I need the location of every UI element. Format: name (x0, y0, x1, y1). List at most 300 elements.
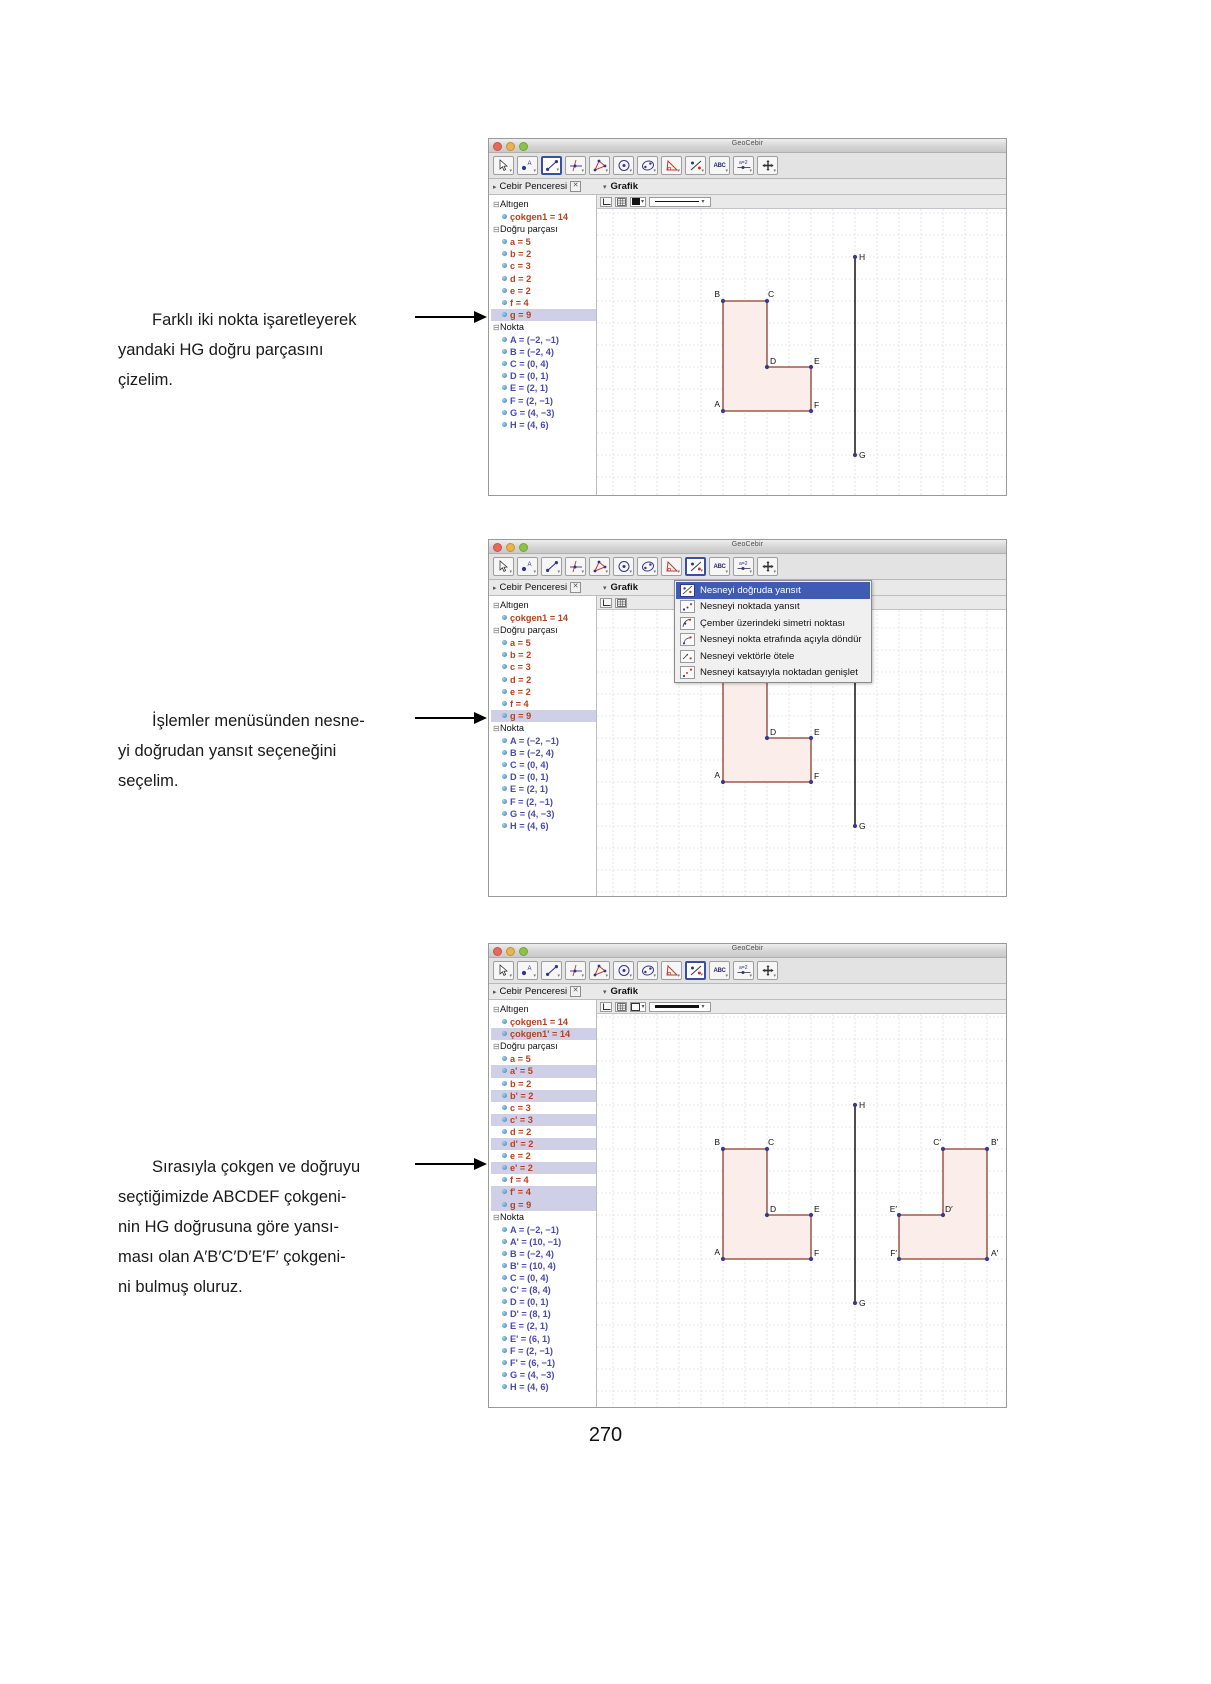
algebra-item[interactable] (491, 1126, 596, 1138)
move-tool[interactable] (493, 156, 514, 175)
reflect-tool-menu[interactable] (674, 580, 872, 683)
algebra-item-label: f = 4 (510, 297, 529, 308)
svg-text:F: F (814, 771, 820, 781)
menu-item-4[interactable] (676, 648, 870, 665)
algebra-item-label: F = (2, −1) (510, 395, 553, 406)
algebra-group-title: Altıgen (500, 600, 529, 610)
visibility-toggle-icon[interactable] (502, 300, 507, 305)
perpendicular-tool[interactable] (565, 961, 586, 980)
move-view-tool[interactable] (757, 961, 778, 980)
algebra-item[interactable] (491, 661, 596, 673)
algebra-item[interactable] (491, 1369, 596, 1381)
visibility-toggle-icon[interactable] (502, 664, 507, 669)
reflect-tool[interactable] (685, 961, 706, 980)
tool-caret-icon: ▾ (533, 168, 536, 174)
line-tool[interactable] (541, 961, 562, 980)
text-tool[interactable] (709, 961, 730, 980)
tool-caret-icon: ▾ (605, 168, 608, 174)
window-title: GeoCebir (731, 945, 764, 952)
algebra-group-header[interactable] (491, 1040, 596, 1053)
visibility-toggle-icon[interactable] (502, 1287, 507, 1292)
visibility-toggle-icon[interactable] (502, 1165, 507, 1170)
collapse-icon[interactable]: ⊟ (493, 601, 500, 610)
point-tool[interactable] (517, 156, 538, 175)
algebra-item-label: A = (−2, −1) (510, 335, 559, 346)
algebra-item[interactable] (491, 1102, 596, 1114)
visibility-toggle-icon[interactable] (502, 1153, 507, 1158)
algebra-item-label: D' = (8, 1) (510, 1309, 551, 1320)
tool-caret-icon: ▾ (749, 973, 752, 979)
svg-text:D: D (770, 1204, 777, 1214)
circle-tool[interactable] (613, 961, 634, 980)
grid-toggle-button[interactable] (615, 1002, 627, 1012)
algebra-item[interactable] (491, 382, 596, 394)
slider-tool[interactable] (733, 961, 754, 980)
chevron-down-icon[interactable]: ▾ (640, 199, 644, 205)
algebra-item[interactable] (491, 1150, 596, 1162)
algebra-item[interactable] (491, 759, 596, 771)
close-icon[interactable]: ✕ (570, 986, 581, 997)
tool-caret-icon: ▾ (773, 168, 776, 174)
axes-toggle-button[interactable] (600, 598, 612, 608)
angle-tool[interactable] (661, 557, 682, 576)
algebra-item[interactable] (491, 747, 596, 759)
toolbar-2[interactable] (489, 554, 1006, 580)
algebra-item[interactable] (491, 1114, 596, 1126)
visibility-toggle-icon[interactable] (502, 239, 507, 244)
page-number: 270 (588, 1424, 623, 1446)
polygon-tool[interactable] (589, 557, 610, 576)
algebra-item-label: e = 2 (510, 1151, 531, 1162)
algebra-item[interactable] (491, 1345, 596, 1357)
algebra-item[interactable] (491, 1053, 596, 1065)
algebra-group-header[interactable] (491, 321, 596, 334)
svg-text:E′: E′ (889, 1204, 897, 1214)
move-view-tool[interactable] (757, 156, 778, 175)
svg-text:A: A (527, 966, 532, 972)
menu-item-0[interactable] (676, 582, 870, 599)
algebra-group-header[interactable] (491, 1003, 596, 1016)
line-tool[interactable] (541, 557, 562, 576)
algebra-item[interactable] (491, 419, 596, 431)
polygon-tool[interactable] (589, 156, 610, 175)
algebra-view-2[interactable] (489, 596, 597, 897)
visibility-toggle-icon[interactable] (502, 774, 507, 779)
collapse-icon[interactable]: ⊟ (493, 723, 500, 733)
visibility-toggle-icon[interactable] (502, 1275, 507, 1280)
visibility-toggle-icon[interactable] (502, 1081, 507, 1086)
algebra-group-header[interactable] (491, 1211, 596, 1224)
graphics-view-3[interactable] (597, 1000, 1006, 1408)
point-tool[interactable] (517, 557, 538, 576)
algebra-item[interactable] (491, 358, 596, 370)
algebra-item[interactable] (491, 1090, 596, 1102)
visibility-toggle-icon[interactable] (502, 640, 507, 645)
visibility-toggle-icon[interactable] (502, 1336, 507, 1341)
tool-caret-icon: ▾ (509, 569, 512, 575)
chevron-right-icon[interactable]: ▸ (493, 988, 497, 996)
algebra-item[interactable] (491, 346, 596, 358)
visibility-toggle-icon[interactable] (502, 1202, 507, 1207)
toolbar-3[interactable] (489, 958, 1006, 984)
algebra-item[interactable] (491, 1138, 596, 1150)
algebra-item-label: a = 5 (510, 638, 531, 649)
drawing-canvas-3[interactable] (597, 1014, 1006, 1408)
algebra-item-label: F = (2, −1) (510, 796, 553, 807)
polygon-tool[interactable] (589, 961, 610, 980)
algebra-panel-header[interactable] (489, 181, 597, 192)
visibility-toggle-icon[interactable] (502, 1384, 507, 1389)
collapse-icon[interactable]: ⊟ (493, 225, 500, 235)
text-tool[interactable] (709, 557, 730, 576)
algebra-item[interactable] (491, 297, 596, 309)
visibility-toggle-icon[interactable] (502, 1141, 507, 1146)
tool-caret-icon: ▾ (629, 168, 632, 174)
move-tool[interactable] (493, 961, 514, 980)
algebra-item[interactable] (491, 808, 596, 820)
algebra-item[interactable] (491, 637, 596, 649)
visibility-toggle-icon[interactable] (502, 1189, 507, 1194)
chevron-right-icon[interactable]: ▸ (493, 183, 497, 191)
slider-tool[interactable] (733, 156, 754, 175)
slider-tool[interactable] (733, 557, 754, 576)
perpendicular-tool[interactable] (565, 557, 586, 576)
algebra-item[interactable] (491, 698, 596, 710)
algebra-item[interactable] (491, 1381, 596, 1393)
circle-tool[interactable] (613, 156, 634, 175)
visibility-toggle-icon[interactable] (502, 811, 507, 816)
svg-text:C: C (768, 289, 775, 299)
axes-toggle-button[interactable] (600, 197, 612, 207)
visibility-toggle-icon[interactable] (502, 713, 507, 718)
visibility-toggle-icon[interactable] (502, 1360, 507, 1365)
algebra-item[interactable] (491, 1162, 596, 1174)
algebra-item[interactable] (491, 735, 596, 747)
visibility-toggle-icon[interactable] (502, 1093, 507, 1098)
algebra-item-label: D = (0, 1) (510, 371, 549, 382)
point-tool[interactable] (517, 961, 538, 980)
visibility-toggle-icon[interactable] (502, 750, 507, 755)
color-swatch-button[interactable] (630, 1002, 646, 1012)
algebra-item-label: A = (−2, −1) (510, 1224, 559, 1235)
algebra-item[interactable] (491, 1174, 596, 1186)
perpendicular-tool[interactable] (565, 156, 586, 175)
visibility-toggle-icon[interactable] (502, 1311, 507, 1316)
tool-caret-icon: ▾ (677, 569, 680, 575)
tool-caret-icon: ▾ (749, 168, 752, 174)
collapse-icon[interactable]: ⊟ (493, 322, 500, 332)
algebra-group-header[interactable] (491, 722, 596, 735)
caption-2-line-3: seçelim. (118, 772, 179, 790)
algebra-item-label: g = 9 (510, 1199, 532, 1210)
menu-item-label: Nesneyi noktada yansıt (700, 601, 800, 613)
visibility-toggle-icon[interactable] (502, 1177, 507, 1182)
algebra-item-label: f = 4 (510, 1175, 529, 1186)
conic-tool[interactable] (637, 156, 658, 175)
algebra-item[interactable] (491, 309, 596, 321)
algebra-item-label: çokgen1 = 14 (510, 613, 568, 624)
algebra-item[interactable] (491, 649, 596, 661)
algebra-item[interactable] (491, 796, 596, 808)
visibility-toggle-icon[interactable] (502, 1056, 507, 1061)
algebra-view-1[interactable] (489, 195, 597, 496)
chevron-down-icon[interactable]: ▾ (603, 183, 607, 191)
menu-item-3[interactable] (676, 632, 870, 649)
algebra-item[interactable] (491, 407, 596, 419)
conic-tool[interactable] (637, 961, 658, 980)
svg-text:H: H (859, 252, 866, 262)
svg-text:a=2: a=2 (738, 965, 747, 971)
tool-caret-icon: ▾ (629, 973, 632, 979)
algebra-item-label: d = 2 (510, 674, 532, 685)
algebra-item[interactable] (491, 1260, 596, 1272)
visibility-toggle-icon[interactable] (502, 652, 507, 657)
visibility-toggle-icon[interactable] (502, 373, 507, 378)
algebra-item[interactable] (491, 1308, 596, 1320)
algebra-item[interactable] (491, 370, 596, 382)
graphics-panel-header[interactable] (597, 986, 638, 997)
visibility-toggle-icon[interactable] (502, 263, 507, 268)
algebra-item[interactable] (491, 285, 596, 297)
visibility-toggle-icon[interactable] (502, 615, 507, 620)
visibility-toggle-icon[interactable] (502, 214, 507, 219)
visibility-toggle-icon[interactable] (502, 1299, 507, 1304)
algebra-view-3[interactable] (489, 1000, 597, 1408)
chevron-down-icon[interactable]: ▾ (603, 988, 607, 996)
tool-caret-icon: ▾ (605, 569, 608, 575)
chevron-down-icon[interactable]: ▾ (641, 1004, 645, 1010)
tool-caret-icon: ▾ (629, 569, 632, 575)
algebra-item-label: B' = (10, 4) (510, 1260, 556, 1271)
tool-caret-icon: ▾ (700, 568, 703, 574)
visibility-toggle-icon[interactable] (502, 677, 507, 682)
algebra-item-label: C' = (8, 4) (510, 1285, 551, 1296)
algebra-item[interactable] (491, 248, 596, 260)
move-tool[interactable] (493, 557, 514, 576)
algebra-item[interactable] (491, 674, 596, 686)
algebra-item[interactable] (491, 1028, 596, 1040)
graphics-panel-header[interactable] (597, 181, 638, 192)
geogebra-window-1[interactable] (488, 138, 1007, 496)
menu-item-label: Nesneyi katsayıyla noktadan genişlet (700, 667, 858, 679)
visibility-toggle-icon[interactable] (502, 762, 507, 767)
visibility-toggle-icon[interactable] (502, 1263, 507, 1268)
caption-3-line-3: nin HG doğrusuna göre yansı- (118, 1218, 340, 1236)
algebra-item[interactable] (491, 612, 596, 624)
menu-item-1[interactable] (676, 599, 870, 616)
algebra-item-label: f = 4 (510, 698, 529, 709)
visibility-toggle-icon[interactable] (502, 1129, 507, 1134)
menu-item-icon (680, 600, 695, 613)
algebra-item-label: C = (0, 4) (510, 359, 549, 370)
algebra-item[interactable] (491, 783, 596, 795)
algebra-item[interactable] (491, 395, 596, 407)
algebra-panel-header[interactable] (489, 986, 597, 997)
visibility-toggle-icon[interactable] (502, 361, 507, 366)
svg-text:D′: D′ (945, 1204, 953, 1214)
tool-caret-icon: ▾ (533, 973, 536, 979)
algebra-item-label: c = 3 (510, 662, 531, 673)
angle-tool[interactable] (661, 961, 682, 980)
visibility-toggle-icon[interactable] (502, 1031, 507, 1036)
menu-item-5[interactable] (676, 665, 870, 682)
algebra-item[interactable] (491, 273, 596, 285)
visibility-toggle-icon[interactable] (502, 251, 507, 256)
algebra-group-title: Nokta (500, 722, 525, 733)
tool-caret-icon: ▾ (725, 973, 728, 979)
algebra-item[interactable] (491, 771, 596, 783)
graphics-panel-title: Grafik (610, 181, 638, 192)
visibility-toggle-icon[interactable] (502, 1105, 507, 1110)
collapse-icon[interactable]: ⊟ (493, 626, 500, 636)
algebra-item[interactable] (491, 1248, 596, 1260)
algebra-item[interactable] (491, 820, 596, 832)
visibility-toggle-icon[interactable] (502, 312, 507, 317)
tool-caret-icon: ▾ (677, 168, 680, 174)
grid-toggle-button[interactable] (615, 598, 627, 608)
visibility-toggle-icon[interactable] (502, 288, 507, 293)
algebra-group-header[interactable] (491, 198, 596, 211)
toolbar-1[interactable] (489, 153, 1006, 179)
visibility-toggle-icon[interactable] (502, 689, 507, 694)
collapse-icon[interactable]: ⊟ (493, 1005, 500, 1014)
algebra-item-label: a' = 5 (510, 1066, 533, 1077)
algebra-item-label: F = (2, −1) (510, 1345, 553, 1356)
graphics-panel-header[interactable] (597, 582, 638, 593)
algebra-item[interactable] (491, 1333, 596, 1345)
visibility-toggle-icon[interactable] (502, 398, 507, 403)
algebra-item[interactable] (491, 1320, 596, 1332)
visibility-toggle-icon[interactable] (502, 786, 507, 791)
line-tool[interactable] (541, 156, 562, 175)
algebra-group-header[interactable] (491, 599, 596, 612)
collapse-icon[interactable]: ⊟ (493, 1042, 500, 1052)
algebra-item[interactable] (491, 260, 596, 272)
algebra-item[interactable] (491, 710, 596, 722)
svg-text:C′: C′ (933, 1137, 941, 1147)
chevron-down-icon[interactable]: ▾ (603, 584, 607, 592)
reflect-tool[interactable] (685, 156, 706, 175)
algebra-item[interactable] (491, 211, 596, 223)
visibility-toggle-icon[interactable] (502, 738, 507, 743)
chevron-down-icon[interactable]: ▾ (701, 1004, 705, 1010)
tool-caret-icon: ▾ (556, 167, 559, 173)
algebra-item[interactable] (491, 1065, 596, 1077)
algebra-item[interactable] (491, 1357, 596, 1369)
visibility-toggle-icon[interactable] (502, 799, 507, 804)
tool-caret-icon: ▾ (773, 569, 776, 575)
pointer-arrow-2 (415, 712, 487, 724)
algebra-group-header[interactable] (491, 223, 596, 236)
algebra-item-label: C = (0, 4) (510, 1273, 549, 1284)
svg-text:D: D (770, 356, 777, 366)
svg-text:B: B (714, 289, 720, 299)
algebra-item[interactable] (491, 1199, 596, 1211)
geogebra-window-3[interactable] (488, 943, 1007, 1408)
tool-caret-icon: ▾ (701, 168, 704, 174)
visibility-toggle-icon[interactable] (502, 337, 507, 342)
chevron-down-icon[interactable]: ▾ (701, 199, 705, 205)
angle-tool[interactable] (661, 156, 682, 175)
algebra-item-label: B = (−2, 4) (510, 1248, 554, 1259)
algebra-group-title: Doğru parçası (500, 224, 558, 235)
visibility-toggle-icon[interactable] (502, 385, 507, 390)
algebra-item[interactable] (491, 1078, 596, 1090)
chevron-right-icon[interactable]: ▸ (493, 584, 497, 592)
window-title: GeoCebir (731, 140, 764, 147)
algebra-item[interactable] (491, 1186, 596, 1198)
visibility-toggle-icon[interactable] (502, 422, 507, 427)
tool-caret-icon: ▾ (557, 973, 560, 979)
visibility-toggle-icon[interactable] (502, 1348, 507, 1353)
geogebra-window-2[interactable] (488, 539, 1007, 897)
graphics-view-1[interactable] (597, 195, 1006, 496)
algebra-item[interactable] (491, 334, 596, 346)
line-style-button[interactable] (649, 1002, 711, 1012)
graphics-style-bar-3[interactable] (597, 1000, 1006, 1014)
text-tool[interactable] (709, 156, 730, 175)
visibility-toggle-icon[interactable] (502, 1068, 507, 1073)
algebra-item[interactable] (491, 1296, 596, 1308)
grid-toggle-button[interactable] (615, 197, 627, 207)
text-tool-label: ABC (713, 967, 726, 974)
visibility-toggle-icon[interactable] (502, 701, 507, 706)
close-icon[interactable]: ✕ (570, 582, 581, 593)
algebra-item[interactable] (491, 236, 596, 248)
graphics-style-bar-1[interactable] (597, 195, 1006, 209)
conic-tool[interactable] (637, 557, 658, 576)
caption-3-line-1: Sırasıyla çokgen ve doğruyu (152, 1158, 361, 1176)
move-view-tool[interactable] (757, 557, 778, 576)
algebra-item[interactable] (491, 1236, 596, 1248)
visibility-toggle-icon[interactable] (502, 1239, 507, 1244)
svg-text:B′: B′ (991, 1137, 999, 1147)
visibility-toggle-icon[interactable] (502, 1019, 507, 1024)
svg-text:G: G (859, 1298, 866, 1308)
visibility-toggle-icon[interactable] (502, 823, 507, 828)
visibility-toggle-icon[interactable] (502, 349, 507, 354)
visibility-toggle-icon[interactable] (502, 1117, 507, 1122)
collapse-icon[interactable]: ⊟ (493, 1212, 500, 1222)
algebra-group-title: Altıgen (500, 199, 529, 209)
algebra-panel-header[interactable] (489, 582, 597, 593)
visibility-toggle-icon[interactable] (502, 410, 507, 415)
visibility-toggle-icon[interactable] (502, 1372, 507, 1377)
axes-toggle-button[interactable] (600, 1002, 612, 1012)
visibility-toggle-icon[interactable] (502, 276, 507, 281)
close-icon[interactable]: ✕ (570, 181, 581, 192)
reflect-tool[interactable] (685, 557, 706, 576)
menu-item-2[interactable] (676, 615, 870, 632)
algebra-item[interactable] (491, 1224, 596, 1236)
algebra-item[interactable] (491, 1016, 596, 1028)
caption-1-line-1: Farklı iki nokta işaretleyerek (152, 311, 357, 329)
visibility-toggle-icon[interactable] (502, 1251, 507, 1256)
visibility-toggle-icon[interactable] (502, 1323, 507, 1328)
caption-2-line-2: yi doğrudan yansıt seçeneğini (118, 742, 337, 760)
algebra-item[interactable] (491, 1284, 596, 1296)
color-swatch-button[interactable] (630, 197, 646, 207)
algebra-item[interactable] (491, 1272, 596, 1284)
collapse-icon[interactable]: ⊟ (493, 200, 500, 209)
caption-step-2 (118, 706, 410, 796)
drawing-canvas-1[interactable] (597, 209, 1006, 496)
algebra-item[interactable] (491, 686, 596, 698)
visibility-toggle-icon[interactable] (502, 1227, 507, 1232)
algebra-group-header[interactable] (491, 624, 596, 637)
circle-tool[interactable] (613, 557, 634, 576)
line-style-button[interactable] (649, 197, 711, 207)
